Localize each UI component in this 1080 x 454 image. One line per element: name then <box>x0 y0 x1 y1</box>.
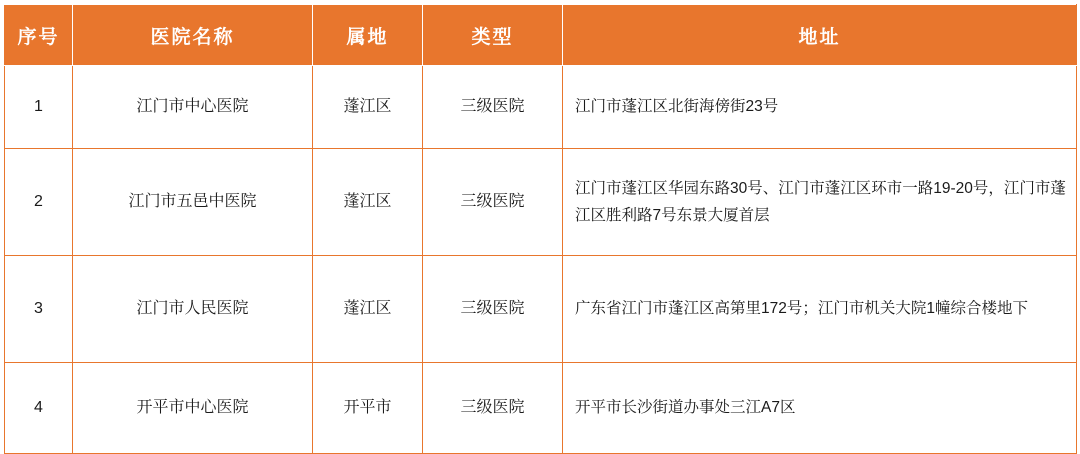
cell-area: 开平市 <box>313 363 423 454</box>
cell-type: 三级医院 <box>423 256 563 363</box>
cell-address: 广东省江门市蓬江区高第里172号；江门市机关大院1幢综合楼地下 <box>563 256 1077 363</box>
column-header-no: 序号 <box>5 5 73 66</box>
cell-hospital-name: 江门市人民医院 <box>73 256 313 363</box>
cell-area: 蓬江区 <box>313 256 423 363</box>
cell-type: 三级医院 <box>423 66 563 149</box>
cell-no: 2 <box>5 149 73 256</box>
cell-address: 开平市长沙街道办事处三江A7区 <box>563 363 1077 454</box>
table-header <box>5 5 1077 66</box>
cell-no: 1 <box>5 66 73 149</box>
table-row <box>5 66 1077 149</box>
hospital-table <box>4 4 1077 454</box>
cell-type: 三级医院 <box>423 363 563 454</box>
table-row <box>5 363 1077 454</box>
cell-type: 三级医院 <box>423 149 563 256</box>
cell-hospital-name: 江门市中心医院 <box>73 66 313 149</box>
cell-area: 蓬江区 <box>313 66 423 149</box>
table-body <box>5 66 1077 454</box>
cell-no: 4 <box>5 363 73 454</box>
table-header-row <box>5 5 1077 66</box>
column-header-type: 类型 <box>423 5 563 66</box>
cell-hospital-name: 江门市五邑中医院 <box>73 149 313 256</box>
column-header-address: 地址 <box>563 5 1077 66</box>
column-header-area: 属地 <box>313 5 423 66</box>
cell-no: 3 <box>5 256 73 363</box>
column-header-name: 医院名称 <box>73 5 313 66</box>
cell-hospital-name: 开平市中心医院 <box>73 363 313 454</box>
cell-address: 江门市蓬江区北街海傍街23号 <box>563 66 1077 149</box>
cell-address: 江门市蓬江区华园东路30号、江门市蓬江区环市一路19-20号，江门市蓬江区胜利路7号东景大厦首层 <box>563 149 1077 256</box>
table-row <box>5 149 1077 256</box>
cell-area: 蓬江区 <box>313 149 423 256</box>
table-row <box>5 256 1077 363</box>
